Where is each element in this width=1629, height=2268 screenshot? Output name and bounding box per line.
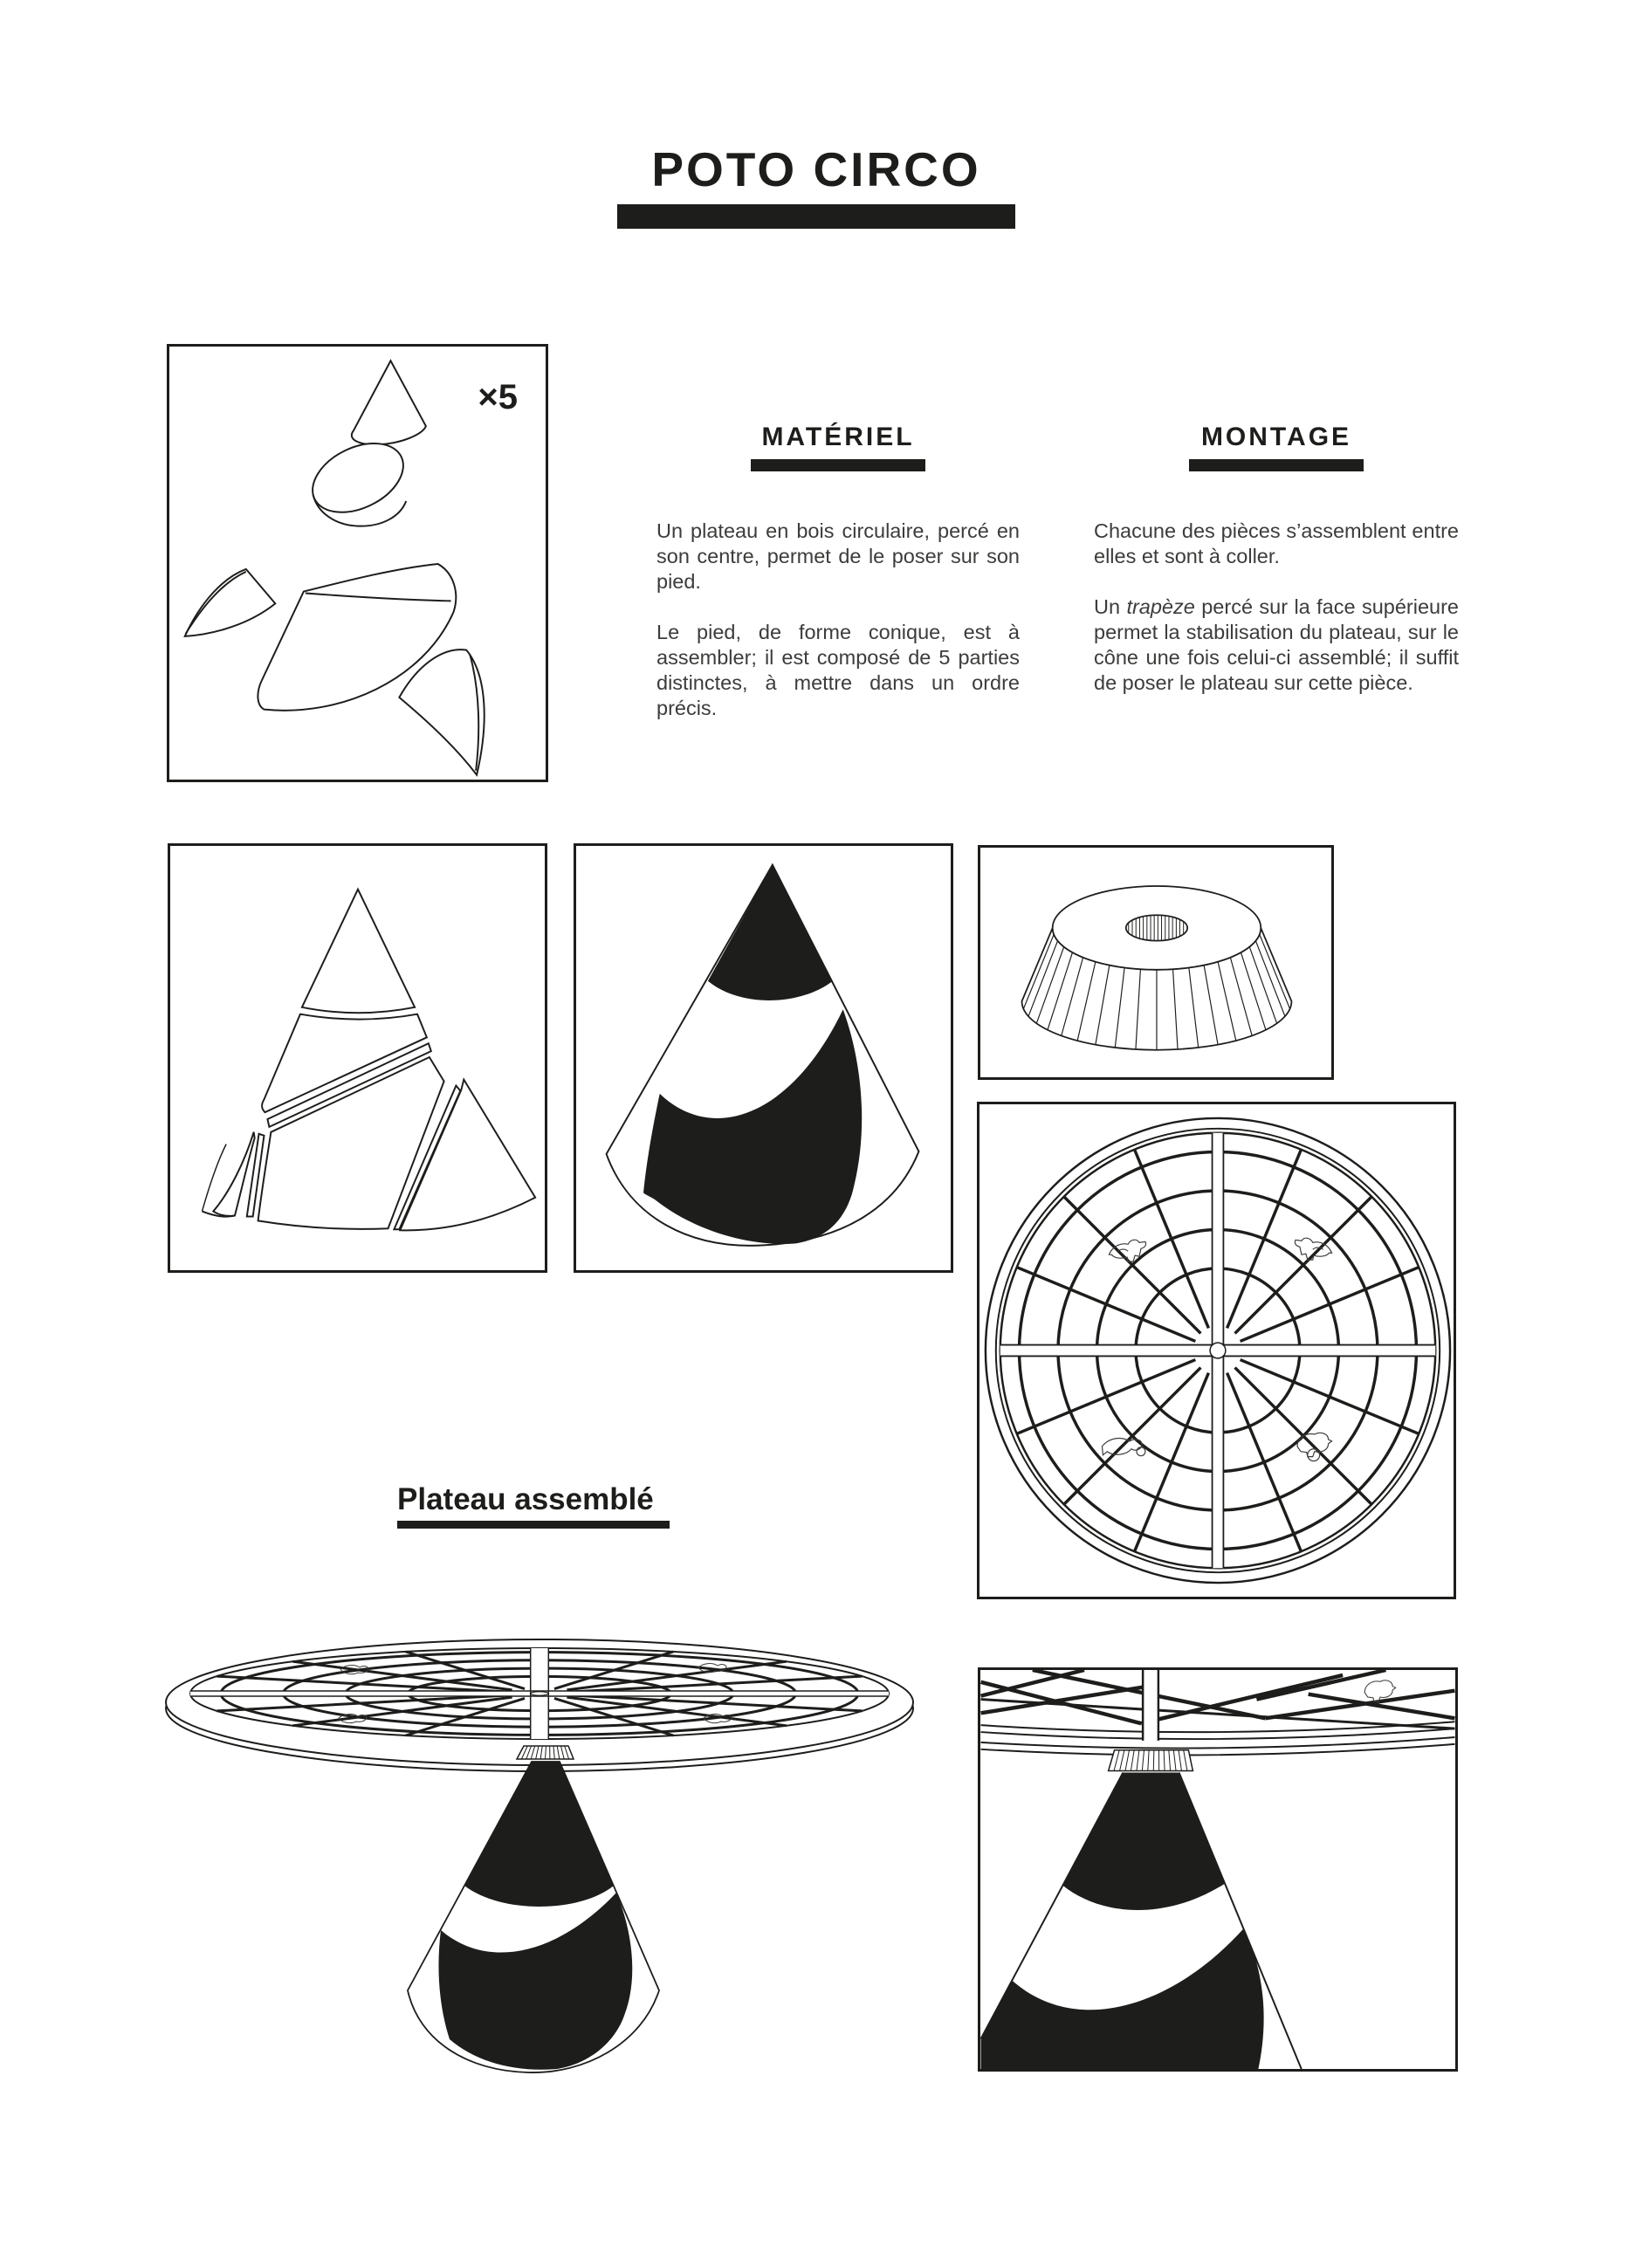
- montage-paragraph-1: Chacune des pièces s’assemblent entre elles et sont à coller.: [1094, 519, 1459, 567]
- parts-box: [167, 344, 548, 782]
- page-title: POTO CIRCO: [651, 142, 981, 196]
- montage-section: [1094, 423, 1459, 696]
- plateau-label-underline-bar: [397, 1521, 670, 1529]
- materiel-paragraph-1: Un plateau en bois circulaire, percé en son centre, permet de le poser sur son pied.: [656, 519, 1020, 593]
- montage-paragraph-2: [1094, 594, 1459, 696]
- plateau-label-block: [397, 1482, 670, 1529]
- table-base-detail-box: [978, 1667, 1458, 2072]
- assembled-table-figure: [140, 1629, 925, 2092]
- plateau-top-diagram: [979, 1104, 1454, 1597]
- exploded-cone-box: [168, 843, 547, 1273]
- exploded-cone-diagram: [170, 846, 545, 1270]
- assembled-cone-box: [574, 843, 953, 1273]
- assembled-table-diagram: [140, 1629, 925, 2092]
- parts-count-label: ×5: [478, 378, 518, 416]
- materiel-section: [656, 423, 1020, 721]
- trapeze-box: [978, 845, 1334, 1080]
- plateau-top-box: [977, 1102, 1456, 1599]
- assembled-cone-diagram: [576, 846, 951, 1270]
- montage-paragraph-2-pre: Un: [1094, 595, 1127, 618]
- montage-paragraph-2-post: percé sur la face supérieure permet la stabilisation du plateau, sur le cône une fois celui-ci assemblé; il suffit de poser le plateau sur cette pièce.: [1094, 595, 1459, 694]
- title-block: [617, 141, 1015, 229]
- table-base-detail-diagram: [980, 1670, 1455, 2069]
- montage-heading: MONTAGE: [1200, 423, 1352, 451]
- materiel-paragraph-2: Le pied, de forme conique, est à assembler; il est composé de 5 parties distinctes, à mettre dans un ordre précis.: [656, 621, 1020, 719]
- title-underline-bar: [617, 204, 1015, 229]
- montage-underline-bar: [1189, 459, 1364, 471]
- trapeze-ring-diagram: [980, 848, 1331, 1077]
- materiel-heading: MATÉRIEL: [761, 423, 915, 451]
- materiel-underline-bar: [751, 459, 925, 471]
- plateau-label: Plateau assemblé: [397, 1482, 654, 1516]
- montage-paragraph-2-italic: trapèze: [1126, 595, 1195, 618]
